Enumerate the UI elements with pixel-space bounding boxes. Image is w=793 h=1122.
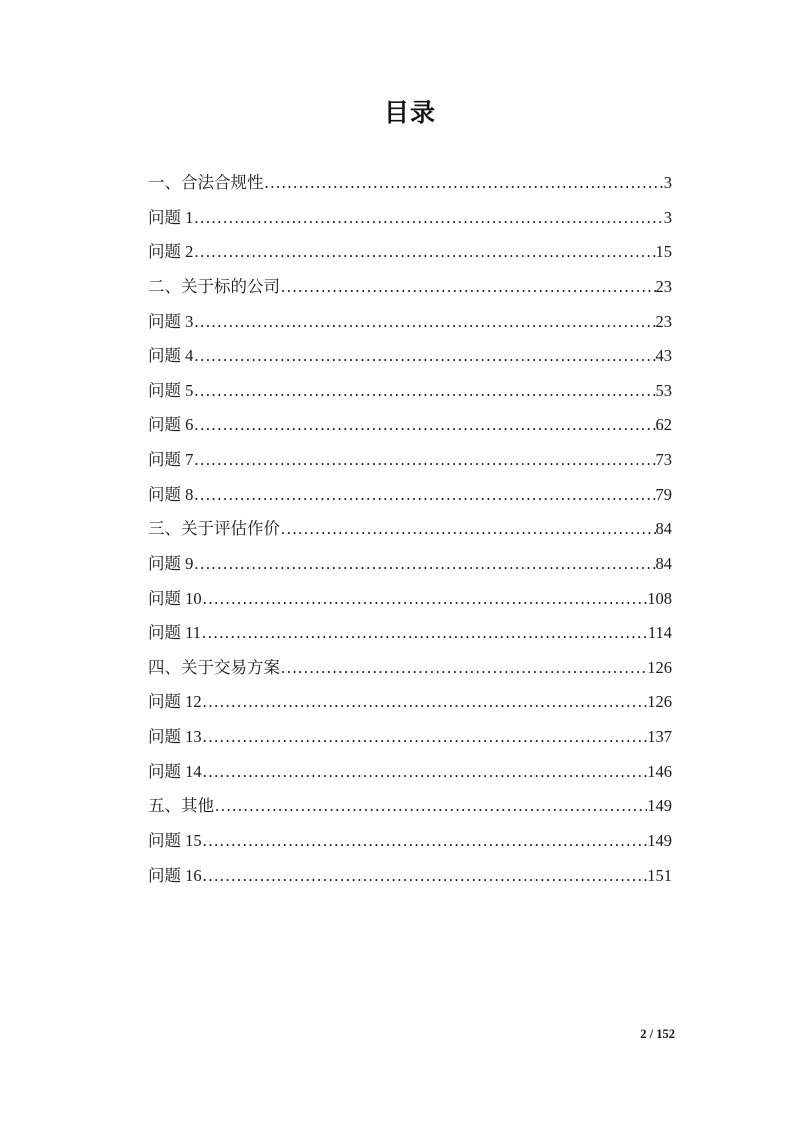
toc-entry-page: 3 — [663, 207, 672, 227]
toc-entry-label: 问题 7 — [148, 450, 194, 469]
toc-entry[interactable] — [148, 651, 672, 686]
toc-entry-page: 43 — [655, 346, 672, 366]
toc-entry-label: 二、关于标的公司 — [148, 276, 280, 296]
toc-entry[interactable] — [148, 512, 672, 547]
dot-leader — [202, 720, 648, 755]
toc-entry[interactable] — [148, 270, 672, 305]
toc-entry[interactable] — [148, 201, 672, 236]
toc-entry-label: 四、关于交易方案 — [148, 657, 280, 677]
toc-entry-page: 53 — [655, 380, 672, 400]
toc-entry-page: 84 — [655, 553, 672, 573]
dot-leader — [193, 201, 663, 236]
toc-entry[interactable] — [148, 720, 672, 755]
toc-entry-page: 108 — [647, 588, 672, 608]
toc-entry-label: 问题 11 — [148, 623, 202, 643]
toc-entry-label: 问题 6 — [148, 415, 194, 435]
toc-list — [148, 166, 672, 893]
toc-entry-label: 问题 16 — [148, 865, 202, 885]
dot-leader — [193, 235, 655, 270]
toc-entry[interactable] — [148, 547, 672, 582]
toc-entry-label: 问题 12 — [148, 692, 202, 712]
toc-entry-label: 问题 2 — [148, 242, 194, 262]
footer-page-indicator: 2 / 152 — [640, 1027, 675, 1041]
toc-entry-label: 问题 3 — [148, 311, 194, 331]
page-title: 目录 — [383, 99, 436, 127]
dot-leader — [193, 305, 655, 340]
dot-leader — [280, 270, 656, 305]
toc-entry-page: 23 — [655, 276, 672, 296]
dot-leader — [280, 651, 647, 686]
toc-entry-page: 84 — [655, 519, 672, 539]
toc-entry-page: 126 — [647, 657, 672, 677]
toc-entry-label: 问题 14 — [148, 761, 202, 781]
toc-entry-label: 问题 5 — [148, 380, 194, 400]
toc-entry[interactable] — [148, 685, 672, 720]
toc-entry-page: 126 — [647, 692, 672, 712]
toc-entry-label: 问题 15 — [148, 830, 202, 850]
toc-entry-label: 一、合法合规性 — [148, 173, 264, 192]
dot-leader — [193, 339, 655, 374]
toc-entry-page: 151 — [647, 865, 672, 885]
toc-entry-page: 149 — [647, 796, 672, 816]
toc-entry-label: 三、关于评估作价 — [148, 519, 280, 539]
toc-entry[interactable] — [148, 755, 672, 790]
toc-entry[interactable] — [148, 478, 672, 513]
toc-entry[interactable] — [148, 859, 672, 894]
toc-entry-page: 146 — [647, 761, 672, 781]
dot-leader — [193, 547, 655, 582]
dot-leader — [214, 789, 647, 824]
toc-entry-page: 79 — [655, 484, 672, 504]
toc-entry-page: 149 — [647, 830, 672, 850]
dot-leader — [202, 824, 648, 859]
toc-entry[interactable] — [148, 582, 672, 617]
toc-entry-page: 23 — [655, 311, 672, 331]
dot-leader — [201, 616, 648, 651]
toc-entry[interactable] — [148, 443, 672, 478]
toc-entry[interactable] — [148, 616, 672, 651]
toc-entry-page: 114 — [647, 623, 672, 643]
toc-entry-label: 问题 13 — [148, 727, 202, 746]
dot-leader — [193, 443, 655, 478]
toc-entry[interactable] — [148, 235, 672, 270]
toc-entry-page: 3 — [663, 173, 672, 192]
dot-leader — [193, 408, 655, 443]
dot-leader — [280, 512, 656, 547]
toc-entry-label: 问题 10 — [148, 588, 202, 608]
toc-entry[interactable] — [148, 824, 672, 859]
toc-entry[interactable] — [148, 166, 672, 201]
dot-leader — [193, 478, 655, 513]
toc-entry-page: 73 — [655, 450, 672, 469]
dot-leader — [202, 582, 648, 617]
toc-entry-label: 问题 4 — [148, 346, 194, 366]
dot-leader — [202, 755, 648, 790]
dot-leader — [202, 859, 648, 894]
toc-entry-label: 问题 8 — [148, 484, 194, 504]
toc-entry-page: 15 — [655, 242, 672, 262]
toc-entry-page: 62 — [655, 415, 672, 435]
dot-leader — [264, 166, 664, 201]
toc-entry-label: 问题 1 — [148, 207, 194, 227]
dot-leader — [193, 374, 655, 409]
toc-entry[interactable] — [148, 408, 672, 443]
toc-entry-page: 137 — [647, 727, 672, 746]
toc-entry[interactable] — [148, 374, 672, 409]
toc-entry[interactable] — [148, 305, 672, 340]
toc-entry-label: 五、其他 — [148, 796, 214, 816]
toc-entry[interactable] — [148, 339, 672, 374]
toc-entry[interactable] — [148, 789, 672, 824]
dot-leader — [202, 685, 648, 720]
toc-entry-label: 问题 9 — [148, 553, 194, 573]
